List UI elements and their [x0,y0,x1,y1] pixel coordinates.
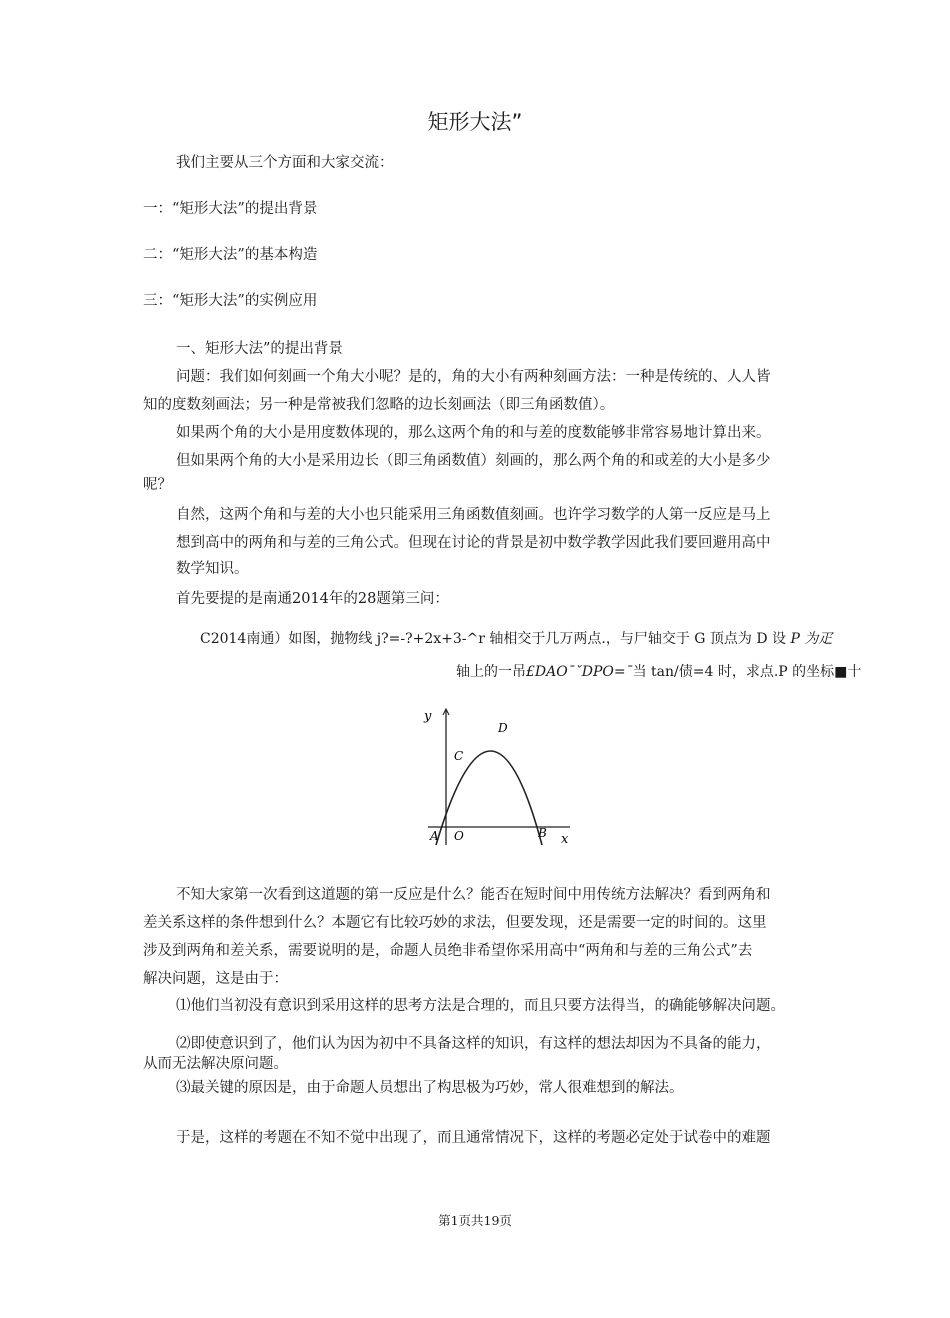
paragraph-line: 自然，这两个角和与差的大小也只能采用三角函数值刻画。也许学习数学的人第一反应是马上 [176,507,771,523]
outline-item-3: 三：“矩形大法”的实例应用 [143,293,318,309]
point-label-A: A [430,829,439,843]
paragraph-line: 知的度数刻画法；另一种是常被我们忽略的边长刻画法（即三角函数值）。 [143,397,615,413]
point-label-O: O [454,829,464,843]
paragraph-line: 差关系这样的条件想到什么？本题它有比较巧妙的求法，但要发现，还是需要一定的时间的。这里 [143,915,767,931]
problem-text-italic: P 为疋 [790,631,833,647]
page-footer: 第1页共19页 [438,1213,512,1228]
paragraph-line: 如果两个角的大小是用度数体现的，那么这两个角的和与差的度数能够非常容易地计算出来。 [176,425,771,441]
paragraph-line: 首先要提的是南通2014年的28题第三问： [176,591,449,607]
reason-item-1: ⑴他们当初没有意识到采用这样的思考方法是合理的，而且只要方法得当，的确能够解决问题。 [176,998,785,1014]
reason-item-2: ⑵即使意识到了，他们认为因为初中不具备这样的知识，有这样的想法却因为不具备的能力， [176,1036,771,1052]
paragraph-line: 涉及到两角和差关系，需要说明的是，命题人员绝非希望你采用高中“两角和与差的三角公式”去 [143,943,753,959]
x-axis-label: x [561,832,569,847]
paragraph-line: 数学知识。 [176,561,249,577]
problem-text: 当 tan/债=4 时，求点.P 的坐标■十 [632,664,862,680]
outline-item-2: 二：“矩形大法”的基本构造 [143,247,318,263]
intro-text: 我们主要从三个方面和大家交流： [176,155,394,171]
reason-item-2-cont: 从而无法解决原问题。 [143,1056,288,1072]
document-title: 矩形大法” [427,110,523,134]
paragraph-line: 不知大家第一次看到这道题的第一反应是什么？能否在短时间中用传统方法解决？看到两角和 [176,887,771,903]
point-label-B: B [538,826,547,840]
paragraph-line: 但如果两个角的大小是采用边长（即三角函数值）刻画的，那么两个角的和或差的大小是多少 [176,453,771,469]
paragraph-line: 呢？ [143,477,172,493]
problem-text-italic: £DAO¯ˇDPO=¯ [526,664,633,680]
paragraph-line: 想到高中的两角和与差的三角公式。但现在讨论的背景是初中数学教学因此我们要回避用高中 [176,535,771,551]
parabola-curve [436,751,542,845]
paragraph-line: 于是，这样的考题在不知不觉中出现了，而且通常情况下，这样的考题必定处于试卷中的难题 [176,1130,771,1146]
problem-text: 轴上的一吊 [456,664,526,680]
parabola-figure [420,702,590,852]
problem-statement-line [456,662,861,682]
section-heading: 一、矩形大法”的提出背景 [176,341,343,357]
problem-statement-line [200,629,832,649]
y-axis-label: y [424,709,432,724]
problem-text: C2014南通）如图，抛物线 j?=-?+2x+3-^r 轴相交于几万两点.，与尸轴交于 G 顶点为 D 设 [200,631,791,647]
outline-item-1: 一：“矩形大法”的提出背景 [143,201,318,217]
point-label-C: C [454,749,464,763]
paragraph-line: 解决问题，这是由于： [143,971,288,987]
point-label-D: D [498,721,508,735]
paragraph-line: 问题：我们如何刻画一个角大小呢？是的，角的大小有两种刻画方法：一种是传统的、人人皆 [176,369,771,385]
reason-item-3: ⑶最关键的原因是，由于命题人员想出了构思极为巧妙，常人很难想到的解法。 [176,1080,684,1096]
